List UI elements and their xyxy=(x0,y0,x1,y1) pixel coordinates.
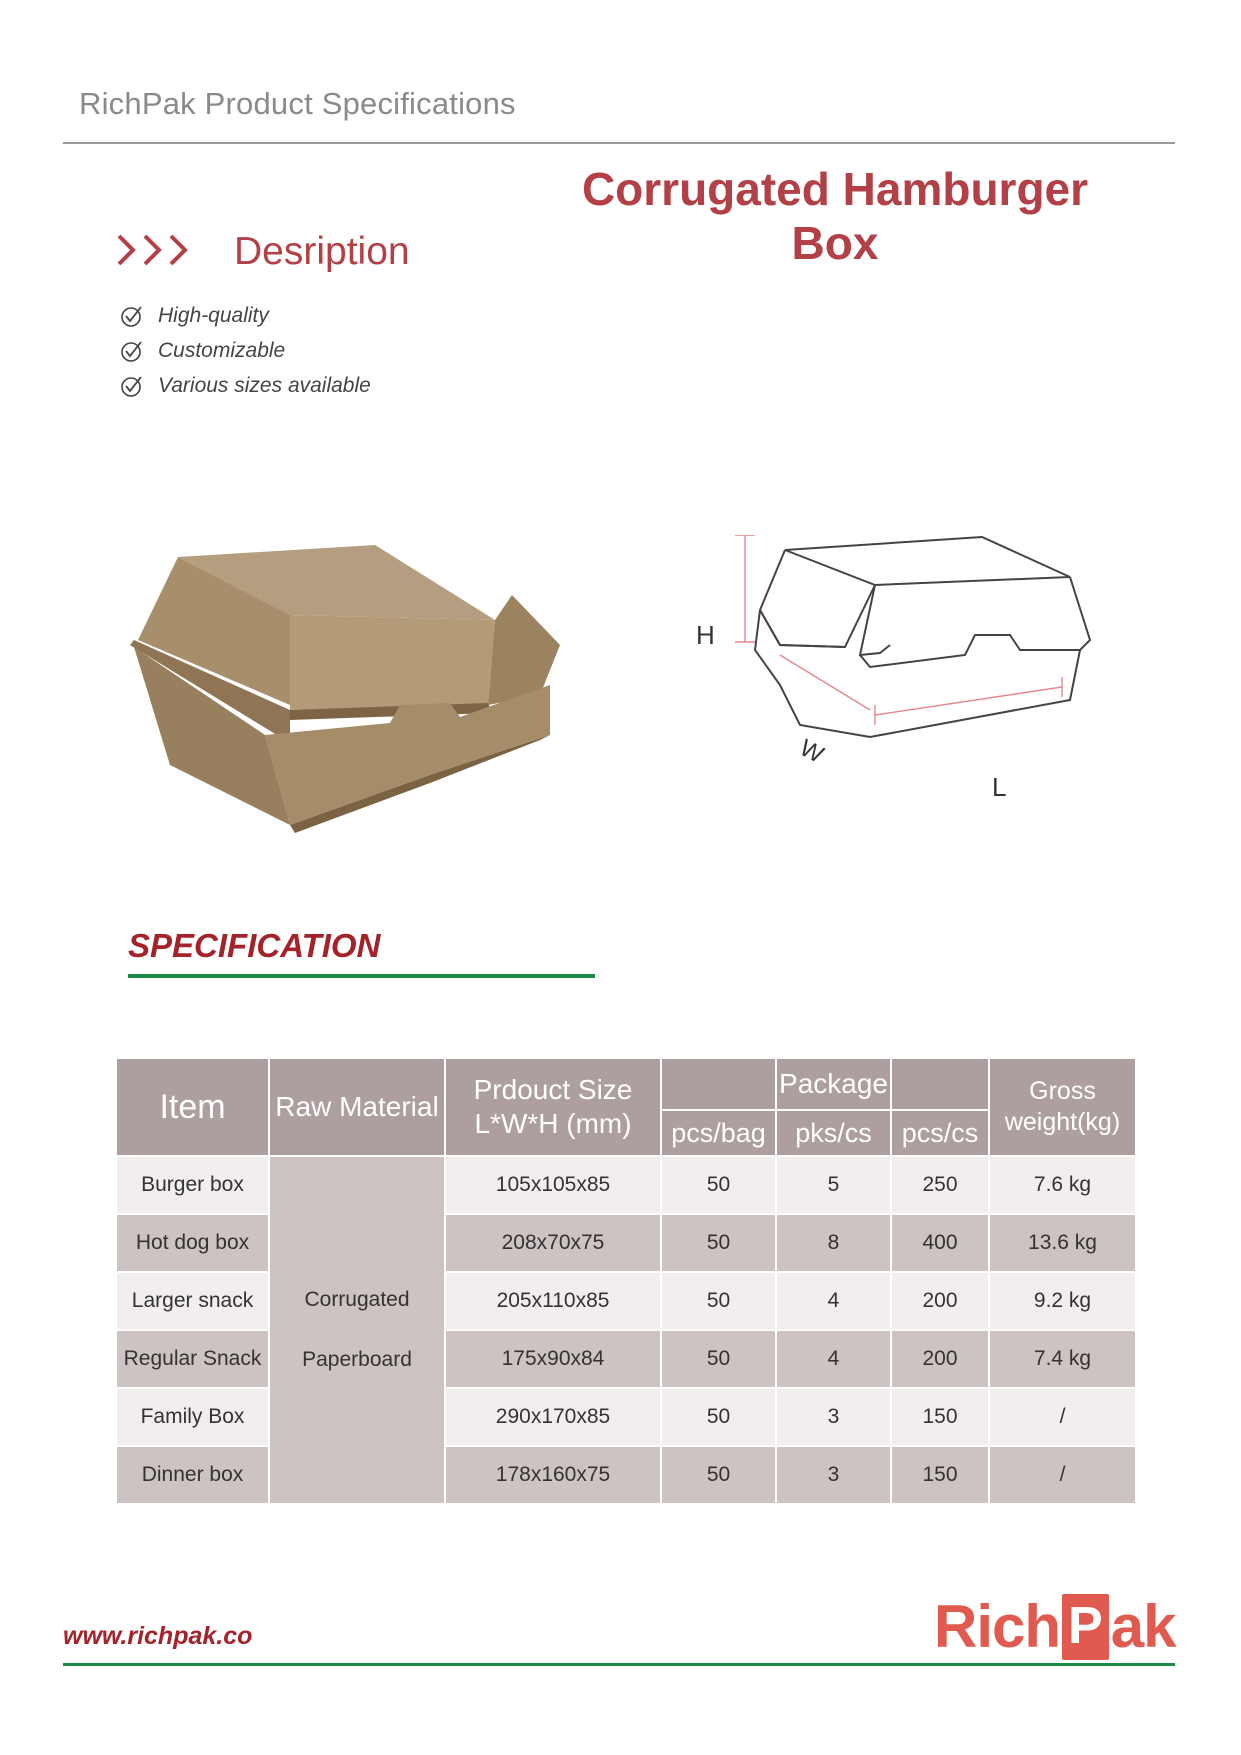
cell-pks-cs: 3 xyxy=(776,1446,891,1504)
logo-text-ak: ak xyxy=(1110,1593,1176,1660)
header-title: RichPak Product Specifications xyxy=(79,86,516,121)
header-pks-cs: pks/cs xyxy=(776,1110,891,1156)
cell-pcs-cs: 250 xyxy=(891,1156,989,1214)
cell-pcs-cs: 150 xyxy=(891,1446,989,1504)
cell-size: 208x70x75 xyxy=(445,1214,661,1272)
cell-item: Family Box xyxy=(116,1388,269,1446)
check-circle-icon xyxy=(120,339,144,363)
cell-size: 175x90x84 xyxy=(445,1330,661,1388)
width-label: W xyxy=(795,734,828,769)
header-gross-weight xyxy=(989,1058,1136,1156)
cell-gross: 13.6 kg xyxy=(989,1214,1136,1272)
cell-pcs-bag: 50 xyxy=(661,1446,776,1504)
footer-divider xyxy=(63,1663,1175,1666)
feature-item xyxy=(120,374,371,398)
product-photo xyxy=(130,535,570,840)
cell-pcs-cs: 150 xyxy=(891,1388,989,1446)
dimension-diagram xyxy=(690,535,1150,810)
website-link[interactable]: www.richpak.co xyxy=(63,1622,253,1650)
cell-size: 290x170x85 xyxy=(445,1388,661,1446)
feature-label: Customizable xyxy=(158,339,286,362)
cell-pcs-bag: 50 xyxy=(661,1214,776,1272)
cell-pcs-bag: 50 xyxy=(661,1330,776,1388)
feature-item xyxy=(120,304,269,328)
cell-gross: / xyxy=(989,1446,1136,1504)
length-label: L xyxy=(992,772,1007,802)
cell-gross: 7.6 kg xyxy=(989,1156,1136,1214)
specification-table xyxy=(115,1057,1137,1505)
specification-heading: SPECIFICATION xyxy=(128,927,381,964)
header-pcs-bag: pcs/bag xyxy=(661,1110,776,1156)
feature-label: Various sizes available xyxy=(158,374,371,397)
cell-pks-cs: 4 xyxy=(776,1272,891,1330)
cell-raw-material xyxy=(269,1156,445,1504)
triple-chevron-icon xyxy=(115,232,195,273)
description-heading: Desription xyxy=(234,230,410,273)
raw-material-line1: Corrugated xyxy=(304,1288,410,1311)
cell-size: 178x160x75 xyxy=(445,1446,661,1504)
cell-item: Burger box xyxy=(116,1156,269,1214)
cell-item: Dinner box xyxy=(116,1446,269,1504)
cell-item: Hot dog box xyxy=(116,1214,269,1272)
specification-underline xyxy=(128,974,595,978)
cell-pcs-cs: 200 xyxy=(891,1272,989,1330)
cell-item: Regular Snack xyxy=(116,1330,269,1388)
header-item: Item xyxy=(116,1058,269,1156)
table-row xyxy=(116,1156,1136,1214)
header-gross-line1: Gross xyxy=(1029,1077,1096,1105)
header-pcs-cs: pcs/cs xyxy=(891,1110,989,1156)
height-label: H xyxy=(696,620,715,650)
cell-gross: 7.4 kg xyxy=(989,1330,1136,1388)
product-title: Corrugated Hamburger Box xyxy=(581,163,1089,269)
cell-pcs-bag: 50 xyxy=(661,1388,776,1446)
cell-gross: 9.2 kg xyxy=(989,1272,1136,1330)
cell-pcs-bag: 50 xyxy=(661,1272,776,1330)
cell-pcs-cs: 400 xyxy=(891,1214,989,1272)
raw-material-line2: Paperboard xyxy=(302,1348,412,1371)
cell-item: Larger snack xyxy=(116,1272,269,1330)
cell-pcs-bag: 50 xyxy=(661,1156,776,1214)
header-size-line1: Prdouct Size xyxy=(473,1074,633,1105)
feature-item xyxy=(120,339,285,363)
cell-pks-cs: 8 xyxy=(776,1214,891,1272)
cell-pks-cs: 5 xyxy=(776,1156,891,1214)
header-gross-line2: weight(kg) xyxy=(1004,1108,1121,1136)
header-product-size xyxy=(445,1058,661,1156)
cell-pks-cs: 3 xyxy=(776,1388,891,1446)
feature-label: High-quality xyxy=(158,304,269,327)
logo-text-p: P xyxy=(1062,1594,1109,1660)
cell-pcs-cs: 200 xyxy=(891,1330,989,1388)
cell-pks-cs: 4 xyxy=(776,1330,891,1388)
check-circle-icon xyxy=(120,374,144,398)
header-raw-material: Raw Material xyxy=(269,1058,445,1156)
header-divider xyxy=(63,142,1175,144)
richpak-logo xyxy=(934,1593,1176,1660)
cell-size: 105x105x85 xyxy=(445,1156,661,1214)
cell-size: 205x110x85 xyxy=(445,1272,661,1330)
header-package: Package xyxy=(776,1058,891,1110)
header-size-line2: L*W*H (mm) xyxy=(474,1108,632,1139)
check-circle-icon xyxy=(120,304,144,328)
logo-text-rich: Rich xyxy=(934,1593,1061,1660)
cell-gross: / xyxy=(989,1388,1136,1446)
